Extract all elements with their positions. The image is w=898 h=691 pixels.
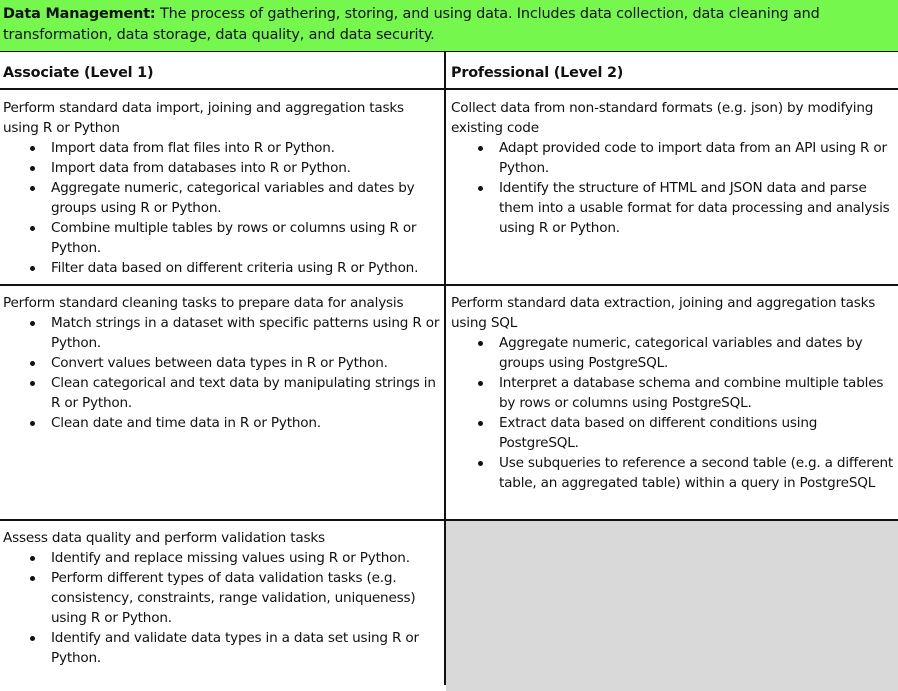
cell-intro: Assess data quality and perform validation tasks [3, 530, 325, 546]
column-divider [444, 52, 446, 685]
bullet-icon [30, 146, 35, 151]
competency-table [0, 52, 898, 685]
list-item: Aggregate numeric, categorical variables and dates by groups using PostgreSQL. [451, 333, 894, 373]
bullet-icon [30, 186, 35, 191]
list-item: Match strings in a dataset with specific patterns using R or Python. [3, 313, 440, 353]
cell-intro: Perform standard data import, joining and aggregation tasks using R or Python [3, 100, 404, 136]
row-1-professional-cell [446, 98, 898, 238]
section-banner [0, 0, 898, 52]
bullet-icon [478, 146, 483, 151]
bullet-icon [478, 461, 483, 466]
list-item: Use subqueries to reference a second table (e.g. a different table, an aggregated table) within a query in PostgreSQL [451, 453, 894, 493]
list-item: Combine multiple tables by rows or columns using R or Python. [3, 218, 440, 258]
list-item: Identify and validate data types in a data set using R or Python. [3, 628, 440, 668]
bullet-icon [30, 166, 35, 171]
bullet-list [3, 548, 440, 668]
bullet-list [451, 333, 894, 493]
column-header-associate: Associate (Level 1) [3, 65, 154, 81]
column-header-professional: Professional (Level 2) [451, 65, 624, 81]
list-item: Import data from databases into R or Python. [3, 158, 440, 178]
list-item: Adapt provided code to import data from an API using R or Python. [451, 138, 894, 178]
list-item: Identify the structure of HTML and JSON data and parse them into a usable format for data processing and analysis using R or Python. [451, 178, 894, 238]
section-description: The process of gathering, storing, and using data. Includes data collection, data cleaning and transformation, data storage, data quality, and data security. [3, 6, 820, 43]
list-item: Clean date and time data in R or Python. [3, 413, 440, 433]
section-title: Data Management: [3, 6, 156, 22]
row-1-associate-cell [0, 98, 444, 278]
bullet-list [451, 138, 894, 238]
bullet-icon [478, 421, 483, 426]
row-2-associate-cell [0, 293, 444, 433]
cell-intro: Collect data from non-standard formats (e.g. json) by modifying existing code [451, 100, 874, 136]
row-divider [0, 284, 898, 286]
bullet-icon [30, 636, 35, 641]
bullet-list [3, 313, 440, 433]
list-item: Clean categorical and text data by manipulating strings in R or Python. [3, 373, 440, 413]
list-item: Interpret a database schema and combine multiple tables by rows or columns using PostgreSQL. [451, 373, 894, 413]
bullet-icon [30, 266, 35, 271]
bullet-icon [478, 341, 483, 346]
list-item: Aggregate numeric, categorical variables and dates by groups using R or Python. [3, 178, 440, 218]
row-2-professional-cell [446, 293, 898, 493]
list-item: Convert values between data types in R or Python. [3, 353, 440, 373]
row-3-professional-empty-cell [446, 521, 898, 691]
bullet-icon [30, 361, 35, 366]
bullet-icon [30, 576, 35, 581]
cell-intro: Perform standard data extraction, joining and aggregation tasks using SQL [451, 295, 876, 331]
bullet-icon [30, 226, 35, 231]
bullet-list [3, 138, 440, 278]
list-item: Perform different types of data validation tasks (e.g. consistency, constraints, range validation, uniqueness) using R or Python. [3, 568, 440, 628]
bullet-icon [478, 186, 483, 191]
bullet-icon [478, 381, 483, 386]
bullet-icon [30, 381, 35, 386]
row-3-associate-cell [0, 528, 444, 668]
bullet-icon [30, 421, 35, 426]
cell-intro: Perform standard cleaning tasks to prepare data for analysis [3, 295, 404, 311]
list-item: Extract data based on different conditions using PostgreSQL. [451, 413, 894, 453]
list-item: Identify and replace missing values using R or Python. [3, 548, 440, 568]
list-item: Import data from flat files into R or Python. [3, 138, 440, 158]
row-divider [0, 88, 898, 90]
bullet-icon [30, 321, 35, 326]
list-item: Filter data based on different criteria using R or Python. [3, 258, 440, 278]
bullet-icon [30, 556, 35, 561]
